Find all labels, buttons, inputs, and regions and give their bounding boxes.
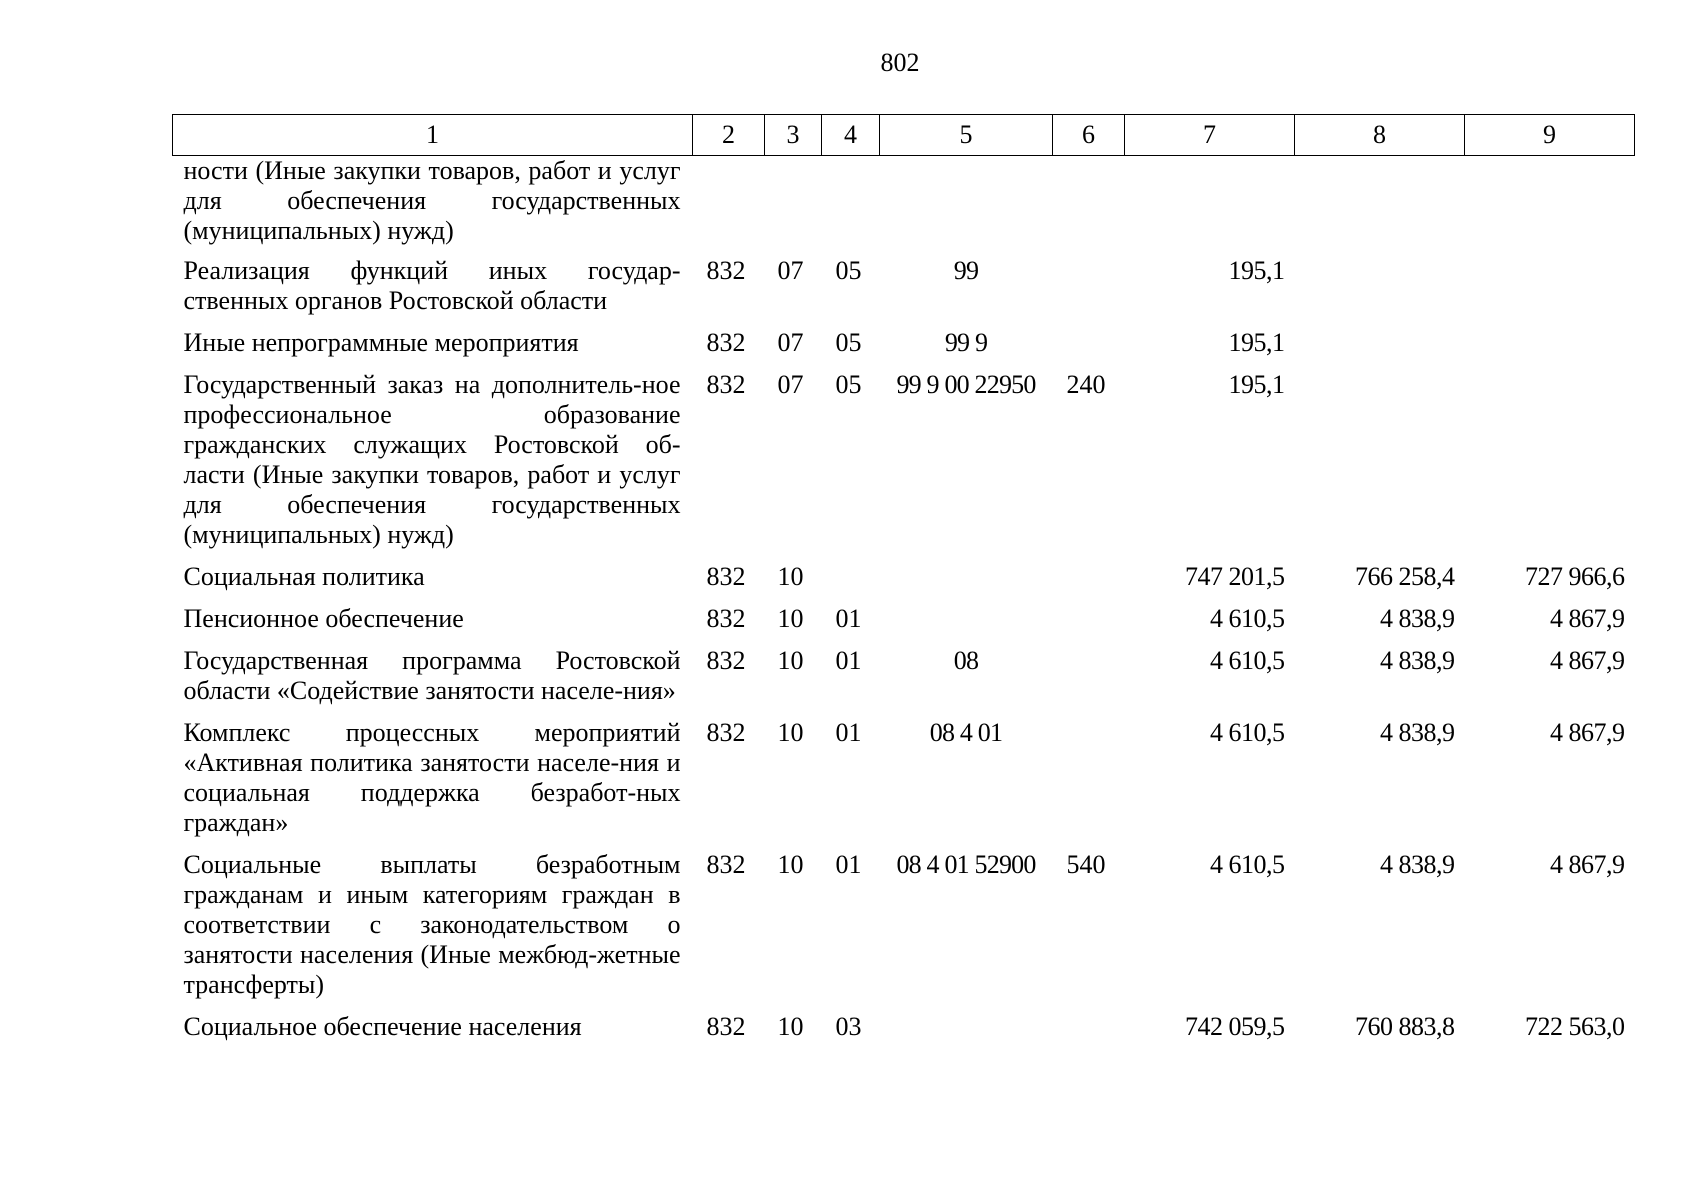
col-3-cell (765, 156, 822, 257)
row-name: Государственный заказ на дополнитель-ное профессиональное образование гражданских служащих Ростовской об-ласти (Иные закупки товаров, работ и услуг для обеспечения государственных (муниципальных) нужд) (183, 370, 681, 549)
header-col-8: 8 (1295, 115, 1465, 156)
col-8-cell: 4 838,9 (1380, 604, 1455, 633)
table-header (173, 115, 1635, 156)
header-col-4: 4 (822, 115, 880, 156)
col-6-cell (1053, 604, 1125, 646)
col-7-cell (1125, 156, 1295, 257)
col-7-cell: 195,1 (1228, 328, 1285, 357)
col-2-cell: 832 (706, 256, 746, 285)
table-row (173, 370, 1635, 562)
col-5-cell: 99 9 (944, 328, 988, 357)
col-4-cell: 05 (835, 328, 862, 357)
col-8-cell (1295, 156, 1465, 257)
col-3-cell: 10 (777, 646, 804, 675)
table-row (173, 604, 1635, 646)
col-5-cell: 08 4 01 (929, 718, 1003, 747)
table-row (173, 850, 1635, 1012)
col-2-cell: 832 (706, 850, 746, 879)
header-col-3: 3 (765, 115, 822, 156)
col-9-cell: 727 966,6 (1525, 562, 1625, 591)
col-4-cell: 01 (835, 850, 862, 879)
col-8-cell: 4 838,9 (1380, 718, 1455, 747)
row-name: Иные непрограммные мероприятия (183, 328, 579, 357)
col-9-cell (1465, 256, 1635, 328)
col-2-cell: 832 (706, 646, 746, 675)
row-name: Социальная политика (183, 562, 425, 591)
col-8-cell: 766 258,4 (1355, 562, 1455, 591)
col-8-cell (1295, 256, 1465, 328)
col-3-cell: 07 (777, 328, 804, 357)
col-6-cell (1053, 646, 1125, 718)
col-6-cell (1053, 328, 1125, 370)
row-name: Пенсионное обеспечение (183, 604, 464, 633)
col-5-cell: 99 (953, 256, 979, 285)
row-name: Комплекс процессных мероприятий «Активная политика занятости населе-ния и социальная поддержка безработ-ных граждан» (183, 718, 681, 837)
table-row (173, 256, 1635, 328)
col-9-cell: 722 563,0 (1525, 1012, 1625, 1041)
table-row (173, 562, 1635, 604)
col-2-cell: 832 (706, 718, 746, 747)
col-4-cell: 01 (835, 718, 862, 747)
col-8-cell: 4 838,9 (1380, 850, 1455, 879)
col-6-cell (1053, 718, 1125, 850)
col-3-cell: 10 (777, 604, 804, 633)
header-col-9: 9 (1465, 115, 1635, 156)
col-4-cell: 01 (835, 646, 862, 675)
table-row (173, 646, 1635, 718)
col-5-cell (880, 604, 1053, 646)
col-5-cell (880, 562, 1053, 604)
col-2-cell: 832 (706, 370, 746, 399)
col-3-cell: 10 (777, 562, 804, 591)
col-2-cell: 832 (706, 562, 746, 591)
col-4-cell: 05 (835, 370, 862, 399)
col-6-cell (1053, 156, 1125, 257)
col-4-cell (822, 562, 880, 604)
col-9-cell: 4 867,9 (1550, 850, 1625, 879)
row-name: Социальные выплаты безработным гражданам и иным категориям граждан в соответствии с законодательством о занятости населения (Иные межбюд-жетные трансферты) (183, 850, 681, 999)
col-9-cell (1465, 370, 1635, 562)
col-9-cell: 4 867,9 (1550, 718, 1625, 747)
col-2-cell: 832 (706, 1012, 746, 1041)
col-3-cell: 10 (777, 1012, 804, 1041)
col-4-cell (822, 156, 880, 257)
col-3-cell: 10 (777, 718, 804, 747)
page-number: 802 (880, 48, 920, 77)
col-2-cell: 832 (706, 604, 746, 633)
col-7-cell: 4 610,5 (1210, 604, 1285, 633)
col-9-cell: 4 867,9 (1550, 646, 1625, 675)
header-row (173, 115, 1635, 156)
col-7-cell: 195,1 (1228, 256, 1285, 285)
col-9-cell (1465, 328, 1635, 370)
col-2-cell (693, 156, 765, 257)
row-name: Социальное обеспечение населения (183, 1012, 582, 1041)
col-7-cell: 4 610,5 (1210, 718, 1285, 747)
col-7-cell: 4 610,5 (1210, 850, 1285, 879)
col-4-cell: 01 (835, 604, 862, 633)
table-body (173, 156, 1635, 1055)
col-5-cell: 08 4 01 52900 (896, 850, 1036, 879)
row-name: Реализация функций иных государ-ственных органов Ростовской области (183, 256, 681, 315)
col-6-cell: 240 (1066, 370, 1106, 399)
col-5-cell: 08 (953, 646, 979, 675)
table-row (173, 1012, 1635, 1054)
col-7-cell: 742 059,5 (1185, 1012, 1285, 1041)
col-4-cell: 03 (835, 1012, 862, 1041)
table-row (173, 328, 1635, 370)
budget-table (172, 114, 1635, 1054)
col-3-cell: 10 (777, 850, 804, 879)
header-col-1: 1 (173, 115, 693, 156)
col-8-cell (1295, 328, 1465, 370)
col-5-cell (880, 1012, 1053, 1054)
col-7-cell: 4 610,5 (1210, 646, 1285, 675)
header-col-5: 5 (880, 115, 1053, 156)
header-col-2: 2 (693, 115, 765, 156)
col-6-cell (1053, 1012, 1125, 1054)
col-6-cell (1053, 256, 1125, 328)
header-col-7: 7 (1125, 115, 1295, 156)
col-5-cell: 99 9 00 22950 (896, 370, 1036, 399)
col-8-cell: 4 838,9 (1380, 646, 1455, 675)
col-7-cell: 195,1 (1228, 370, 1285, 399)
header-col-6: 6 (1053, 115, 1125, 156)
col-4-cell: 05 (835, 256, 862, 285)
col-8-cell (1295, 370, 1465, 562)
col-5-cell (880, 156, 1053, 257)
col-3-cell: 07 (777, 256, 804, 285)
col-8-cell: 760 883,8 (1355, 1012, 1455, 1041)
col-9-cell (1465, 156, 1635, 257)
col-7-cell: 747 201,5 (1185, 562, 1285, 591)
row-name: Государственная программа Ростовской области «Содействие занятости населе-ния» (183, 646, 681, 705)
row-name: ности (Иные закупки товаров, работ и услуг для обеспечения государственных (муниципальных) нужд) (183, 156, 681, 245)
col-9-cell: 4 867,9 (1550, 604, 1625, 633)
col-2-cell: 832 (706, 328, 746, 357)
table-row (173, 718, 1635, 850)
col-6-cell (1053, 562, 1125, 604)
col-3-cell: 07 (777, 370, 804, 399)
col-6-cell: 540 (1066, 850, 1106, 879)
table-row (173, 156, 1635, 257)
